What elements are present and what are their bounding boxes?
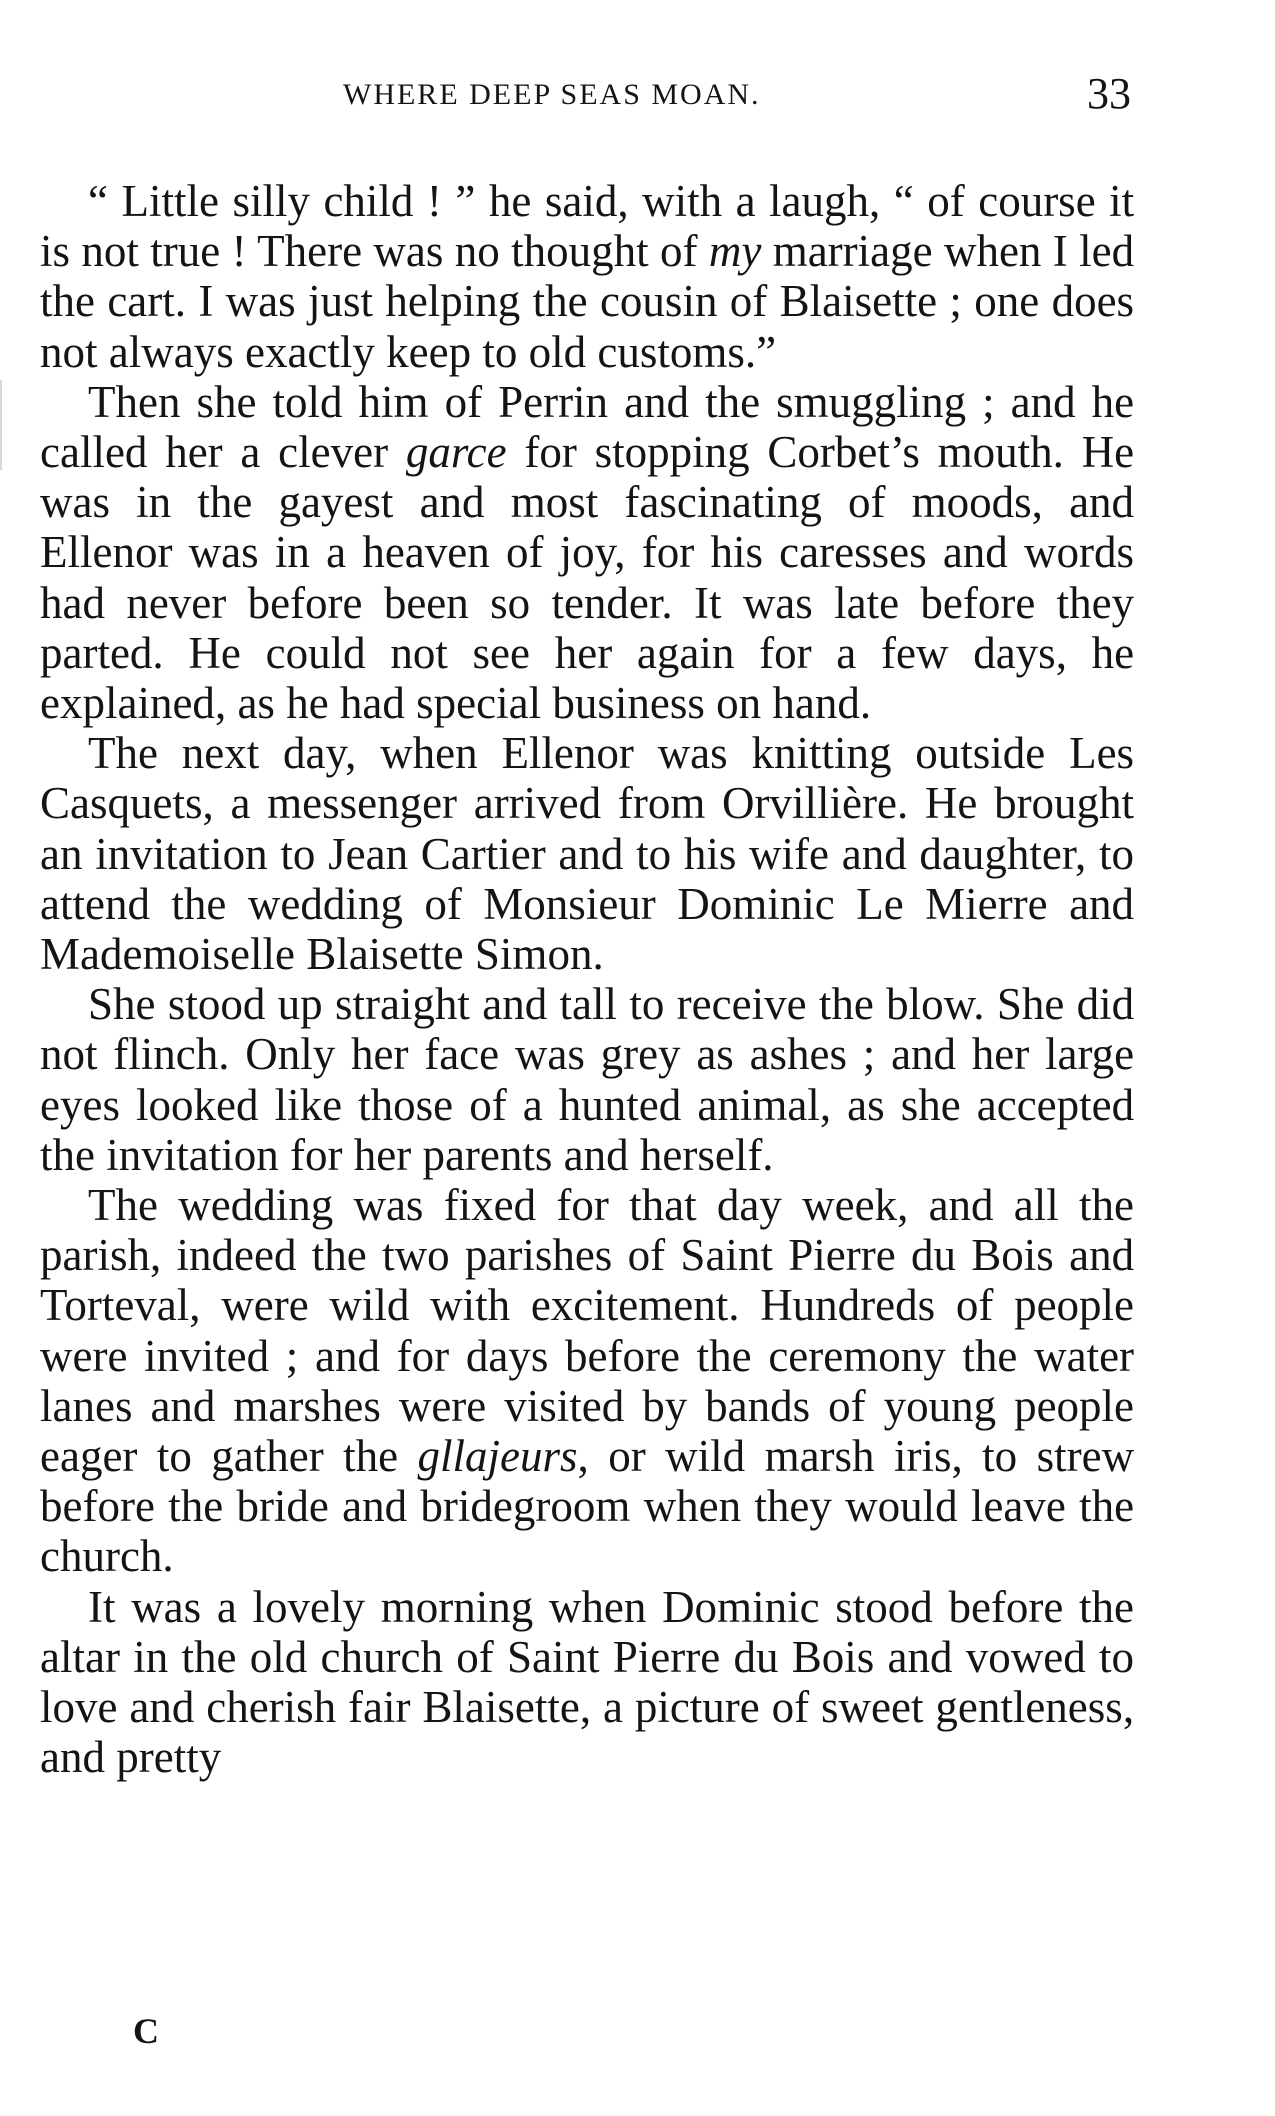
running-head: [0, 69, 1275, 124]
page-number: 33: [1087, 69, 1131, 118]
page-edge-mark: [0, 380, 2, 470]
body-text: [40, 176, 1134, 1783]
paragraph: She stood up straight and tall to receive the blow. She did not flinch. Only her face was grey as ashes ; and her large eyes looked like those of a hunted animal, as she accepted the invitation for her parents and herself.: [40, 979, 1135, 1180]
paragraph: Then she told him of Perrin and the smuggling ; and he called her a clever garce for stopping Corbet’s mouth. He was in the gayest and most fascinating of moods, and Ellenor was in a heaven of joy, for his caresses and words had never before been so tender. It was late before they parted. He could not see her again for a few days, he explained, as he had special business on hand.: [40, 376, 1135, 729]
running-title: WHERE DEEP SEAS MOAN.: [343, 78, 761, 111]
paragraph: The wedding was fixed for that day week, and all the parish, indeed the two parishes of Saint Pierre du Bois and Torteval, were wild with excitement. Hundreds of people were invited ; and for days before the ceremony the water lanes and marshes were visited by bands of young people eager to gather the gllajeurs, or wild marsh iris, to strew before the bride and bridegroom when they would leave the church.: [40, 1180, 1135, 1582]
paragraph: “ Little silly child ! ” he said, with a laugh, “ of course it is not true ! There was no thought of my marriage when I led the cart. I was just helping the cousin of Blaisette ; one does not always exactly keep to old customs.”: [40, 176, 1135, 377]
paragraph: The next day, when Ellenor was knitting outside Les Casquets, a messenger arrived from Orvillière. He brought an invitation to Jean Cartier and to his wife and daughter, to attend the wedding of Monsieur Dominic Le Mierre and Mademoiselle Blaisette Simon.: [40, 728, 1135, 980]
paragraph: It was a lovely morning when Dominic stood before the altar in the old church of Saint Pierre du Bois and vowed to love and cherish fair Blaisette, a picture of sweet gentleness, and pretty: [40, 1581, 1135, 1783]
signature-mark: C: [133, 2011, 159, 2051]
